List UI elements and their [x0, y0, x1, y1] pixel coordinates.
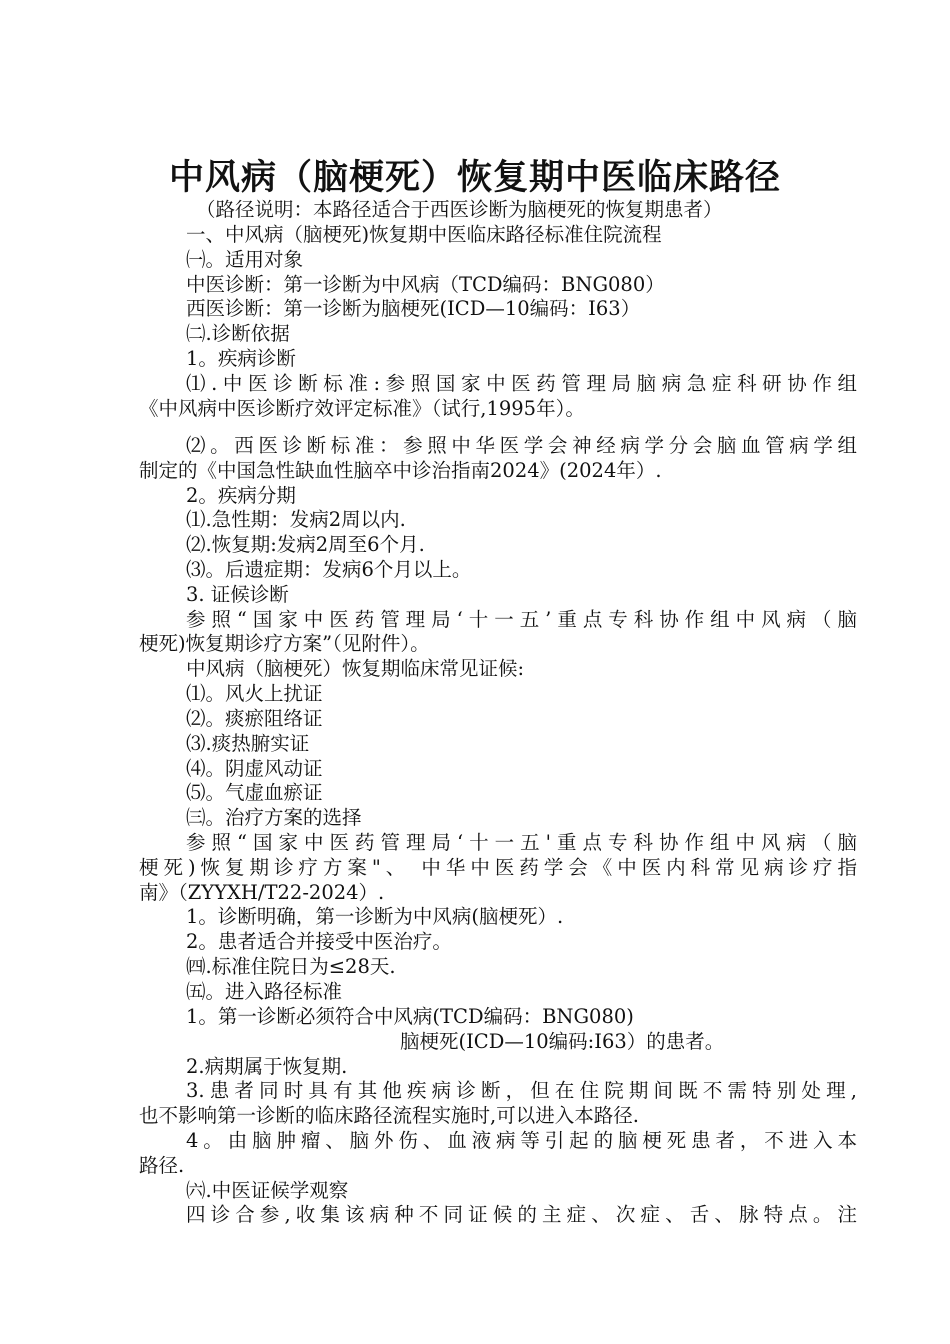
text-line: 路径. — [139, 1154, 185, 1177]
text-line: 2。疾病分期 — [186, 484, 296, 507]
text-line: 梗死)恢复期诊疗方案”（见附件）。 — [139, 632, 430, 655]
text-line: 参照“国家中医药管理局‘十一五'重点专科协作组中风病（脑 — [186, 831, 857, 854]
text-line: ⑶.痰热腑实证 — [186, 732, 310, 755]
path-note: （路径说明：本路径适合于西医诊断为脑梗死的恢复期患者） — [196, 198, 723, 221]
text-line: 《中风病中医诊断疗效评定标准》（试行,1995年）。 — [139, 397, 585, 420]
subsection-heading: ㈡.诊断依据 — [186, 322, 290, 345]
section-heading-1: 一、中风病（脑梗死)恢复期中医临床路径标准住院流程 — [186, 223, 662, 246]
text-line: 中医诊断：第一诊断为中风病（TCD编码：BNG080） — [186, 273, 665, 296]
subsection-heading: ㈠。适用对象 — [186, 248, 304, 271]
text-line: ⑶。后遗症期：发病6个月以上。 — [186, 558, 472, 581]
text-line: ⑸。气虚血瘀证 — [186, 781, 323, 804]
text-line: ⑴.急性期：发病2周以内. — [186, 508, 406, 531]
text-line: 2。患者适合并接受中医治疗。 — [186, 930, 452, 953]
text-line: ㈣.标准住院日为≤28天. — [186, 955, 396, 978]
text-line: 脑梗死(ICD—10编码:I63）的患者。 — [400, 1030, 725, 1053]
text-line: 也不影响第一诊断的临床路径流程实施时,可以进入本路径. — [139, 1104, 639, 1127]
text-line: 西医诊断：第一诊断为脑梗死(ICD—10编码：I63） — [186, 297, 641, 320]
text-line: 梗死)恢复期诊疗方案"、 中华中医药学会《中医内科常见病诊疗指 — [139, 856, 857, 879]
text-line: ⑵。西医诊断标准：参照中华医学会神经病学分会脑血管病学组 — [186, 434, 857, 457]
document-title: 中风病（脑梗死）恢复期中医临床路径 — [168, 158, 781, 198]
text-line: ⑴。风火上扰证 — [186, 682, 323, 705]
text-line: 四诊合参,收集该病种不同证候的主症、次症、舌、脉特点。注 — [186, 1203, 857, 1226]
subsection-heading: ㈥.中医证候学观察 — [186, 1179, 349, 1202]
text-line: 参照“国家中医药管理局‘十一五’重点专科协作组中风病（脑 — [186, 608, 857, 631]
text-line: ⑷。阴虚风动证 — [186, 757, 323, 780]
text-line: ⑵。痰瘀阻络证 — [186, 707, 323, 730]
text-line: ⑴.中医诊断标准:参照国家中医药管理局脑病急症科研协作组 — [186, 372, 857, 395]
text-line: 4。由脑肿瘤、脑外伤、血液病等引起的脑梗死患者，不进入本 — [186, 1129, 857, 1152]
text-line: 3. 证候诊断 — [186, 583, 289, 606]
text-line: 2.病期属于恢复期. — [186, 1055, 348, 1078]
text-line: 制定的《中国急性缺血性脑卒中诊治指南2024》(2024年）. — [139, 459, 662, 482]
text-line: 1。疾病诊断 — [186, 347, 296, 370]
text-line: 1。诊断明确，第一诊断为中风病(脑梗死）. — [186, 905, 564, 928]
subsection-heading: ㈢。治疗方案的选择 — [186, 806, 362, 829]
text-line: 南》（ZYYXH/T22-2024）. — [139, 881, 385, 904]
text-line: 中风病（脑梗死）恢复期临床常见证候: — [186, 657, 525, 680]
text-line: 3.患者同时具有其他疾病诊断，但在住院期间既不需特别处理, — [186, 1079, 857, 1102]
subsection-heading: ㈤。进入路径标准 — [186, 980, 343, 1003]
text-line: 1。第一诊断必须符合中风病(TCD编码：BNG080) — [186, 1005, 634, 1028]
text-line: ⑵.恢复期:发病2周至6个月. — [186, 533, 425, 556]
